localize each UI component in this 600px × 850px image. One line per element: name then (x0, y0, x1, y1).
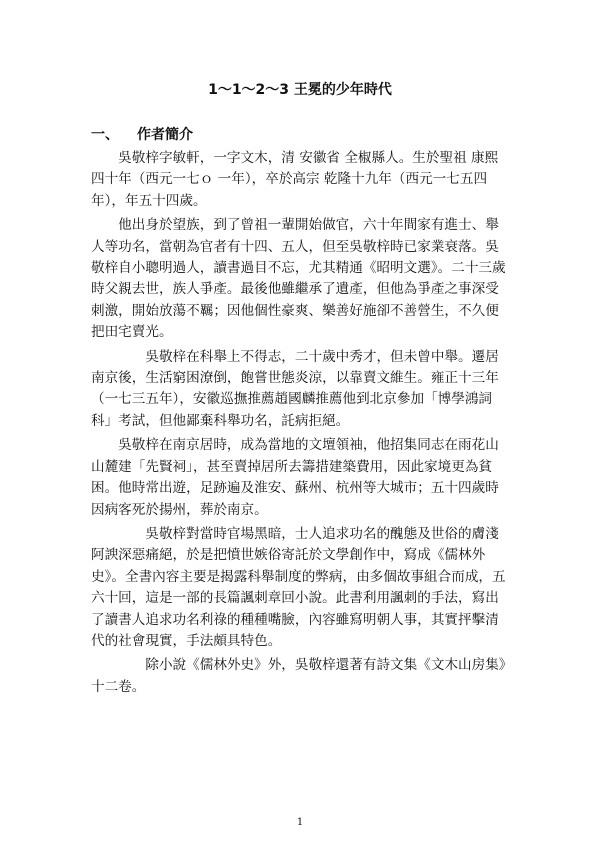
paragraph: 吳敬梓對當時官場黑暗，士人追求功名的醜態及世俗的膚淺阿諛深惡痛絕，於是把憤世嫉俗寄託於文學創作中，寫成《儒林外史》。全書內容主要是揭露科舉制度的弊病，由多個故事組合而成，五六十回，這是一部的長篇諷刺章回小說。此書利用諷刺的手法，寫出了讀書人追求功名利祿的種種嘴臉，內容雖寫明朝人事，其實抨擊清代的社會現實，手法頗具特色。 (91, 525, 506, 649)
paragraph: 除小說《儒林外史》外，吳敬梓還著有詩文集《文木山房集》十二卷。 (91, 657, 506, 695)
paragraph: 吳敬梓在南京居時，成為當地的文壇領袖，他招集同志在雨花山山麓建「先賢祠」，甚至賣掉居所去籌措建築費用，因此家境更為貧困。他時常出遊，足跡遍及淮安、蘇州、杭州等大城市；五十四歲時因病客死於揚州，葬於南京。 (91, 437, 499, 518)
section-title: 作者簡介 (137, 127, 193, 143)
page-number: 1 (296, 817, 304, 828)
body-text (91, 148, 511, 701)
page-title: 1～1～2～3 王冕的少年時代 (208, 82, 392, 98)
paragraph: 吳敬梓在科舉上不得志，二十歲中秀才，但未曾中舉。遷居南京後，生活窮困潦倒，飽嘗世態炎涼，以靠賣文維生。雍正十三年（一七三五年），安徽巡撫推薦趙國麟推薦他到北京參加「博學鴻詞科」考試，但他鄙棄科舉功名，託病拒絕。 (91, 348, 499, 429)
paragraph: 吳敬梓字敏軒，一字文木，清 安徽省 全椒縣人。生於聖祖 康熙四十年（西元一七ｏ 一年），卒於高宗 乾隆十九年（西元一七五四年），年五十四歲。 (91, 150, 499, 209)
section-heading (91, 124, 193, 144)
section-number: 一、 (91, 127, 119, 143)
paragraph: 他出身於望族，到了曾祖一輩開始做官，六十年間家有進士、舉人等功名，當朝為官者有十四、五人，但至吳敬梓時已家業衰落。吳敬梓自小聰明過人，讀書過目不忘，尤其精通《昭明文選》。二十三歲時父親去世，族人爭產。最後他雖繼承了遺產，但他為爭產之事深受刺激，開始放蕩不羈；因他個性豪爽、樂善好施卻不善營生，不久便把田宅賣光。 (91, 217, 506, 341)
